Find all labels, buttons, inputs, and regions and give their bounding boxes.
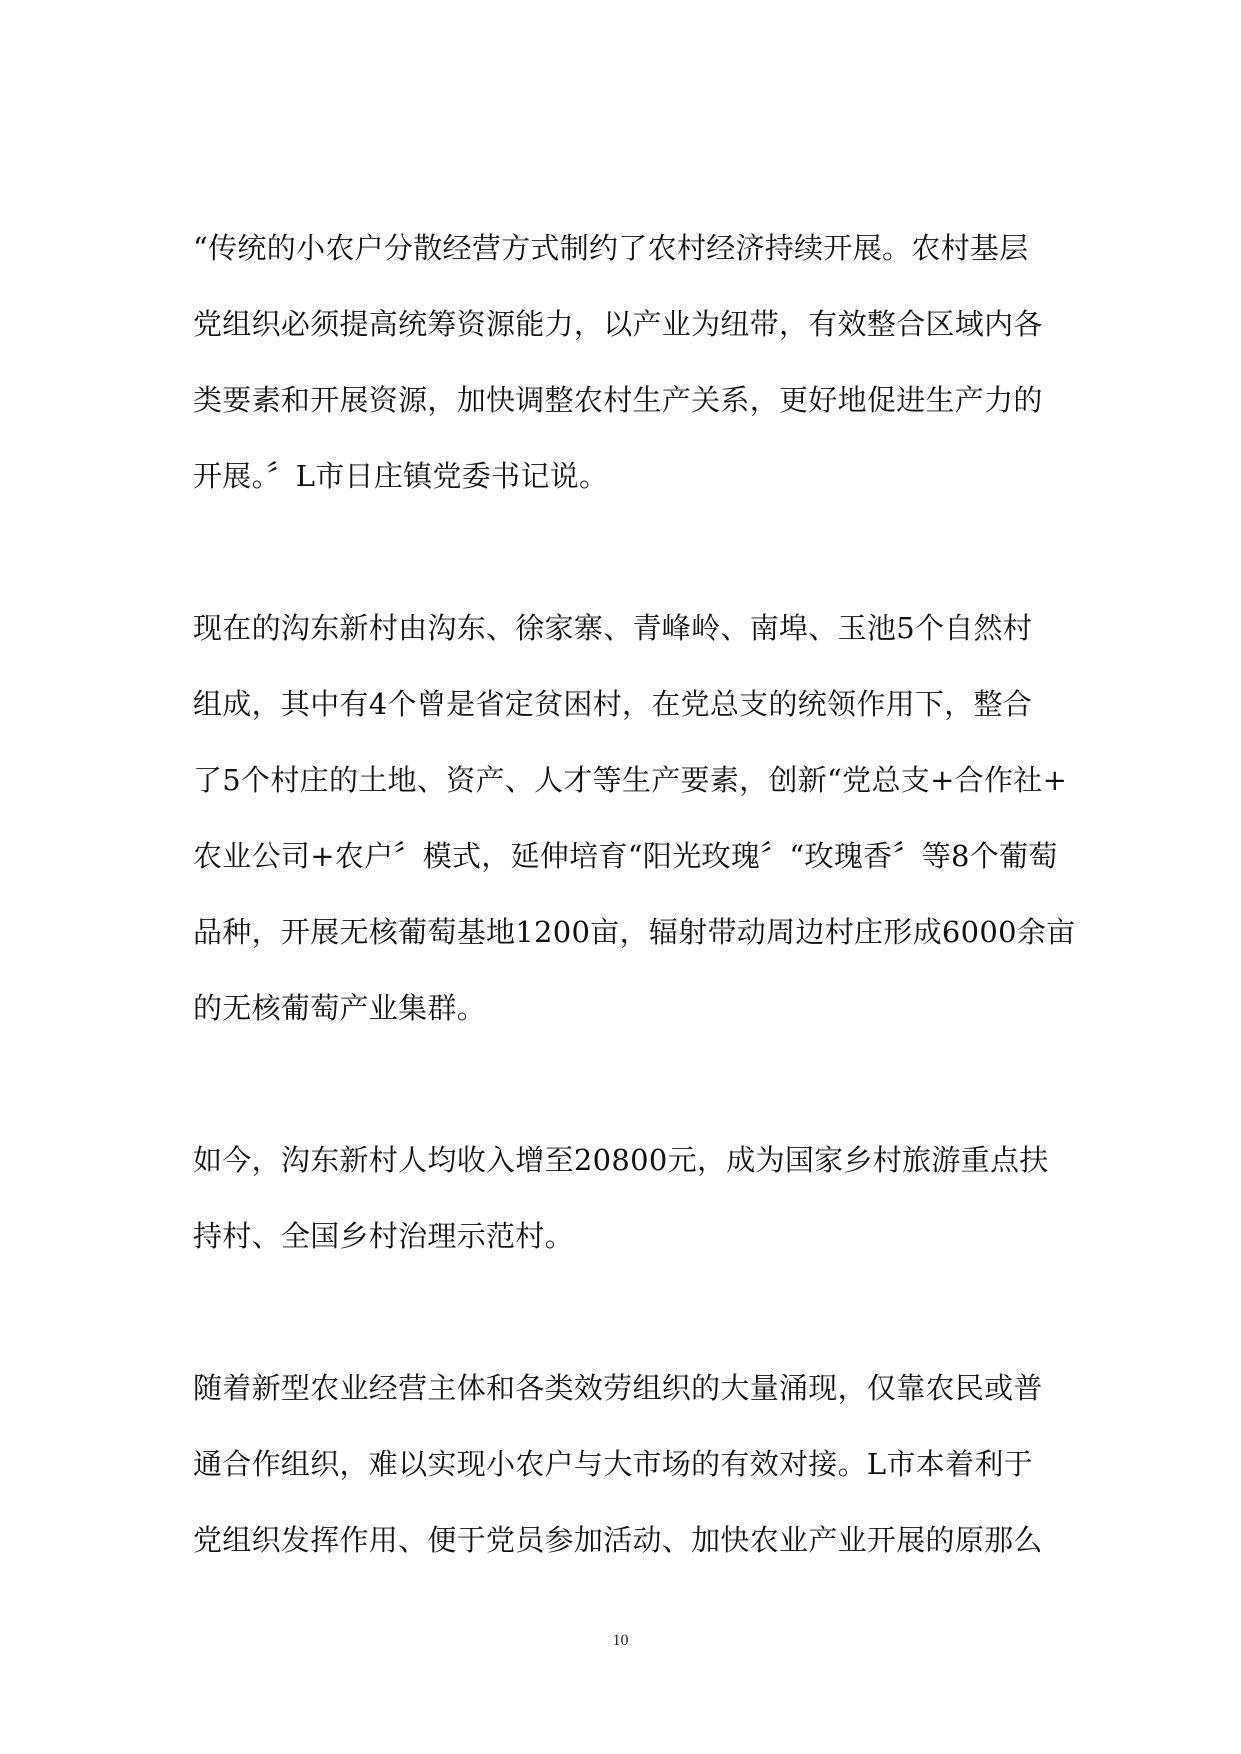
text-line: 类要素和开展资源，加快调整农村生产关系，更好地促进生产力的 [193, 383, 1043, 417]
paragraph-quote [193, 210, 1053, 514]
text-line: 农业公司+农户〞模式，延伸培育“阳光玫瑰〞“玫瑰香〞等8个葡萄 [193, 839, 1058, 873]
text-line: 开展。〞L市日庄镇党委书记说。 [193, 459, 609, 493]
text-line: 现在的沟东新村由沟东、徐家寨、青峰岭、南埠、玉池5个自然村 [193, 611, 1033, 645]
text-line: 了5个村庄的土地、资产、人才等生产要素，创新“党总支+合作社+ [193, 763, 1068, 797]
text-line: 通合作组织，难以实现小农户与大市场的有效对接。L市本着利于 [193, 1447, 1033, 1481]
text-line: 党组织必须提高统筹资源能力，以产业为纽带，有效整合区域内各 [193, 307, 1043, 341]
text-line: 品种，开展无核葡萄基地1200亩，辐射带动周边村庄形成6000余亩 [193, 915, 1076, 949]
text-line: 的无核葡萄产业集群。 [193, 991, 487, 1025]
text-line: 持村、全国乡村治理示范村。 [193, 1219, 574, 1253]
text-line: “传统的小农户分散经营方式制约了农村经济持续开展。农村基层 [193, 231, 1029, 265]
page-number: 10 [612, 1632, 629, 1649]
text-line: 组成，其中有4个曾是省定贫困村，在党总支的统领作用下，整合 [193, 687, 1033, 721]
text-line: 党组织发挥作用、便于党员参加活动、加快农业产业开展的原那么 [193, 1523, 1043, 1557]
text-line: 如今，沟东新村人均收入增至20800元，成为国家乡村旅游重点扶 [193, 1143, 1049, 1177]
text-line: 随着新型农业经营主体和各类效劳组织的大量涌现，仅靠农民或普 [193, 1371, 1043, 1405]
paragraph-income [193, 1122, 1053, 1274]
paragraph-goudong-village [193, 590, 1076, 1046]
paragraph-new-entities [193, 1350, 1053, 1578]
